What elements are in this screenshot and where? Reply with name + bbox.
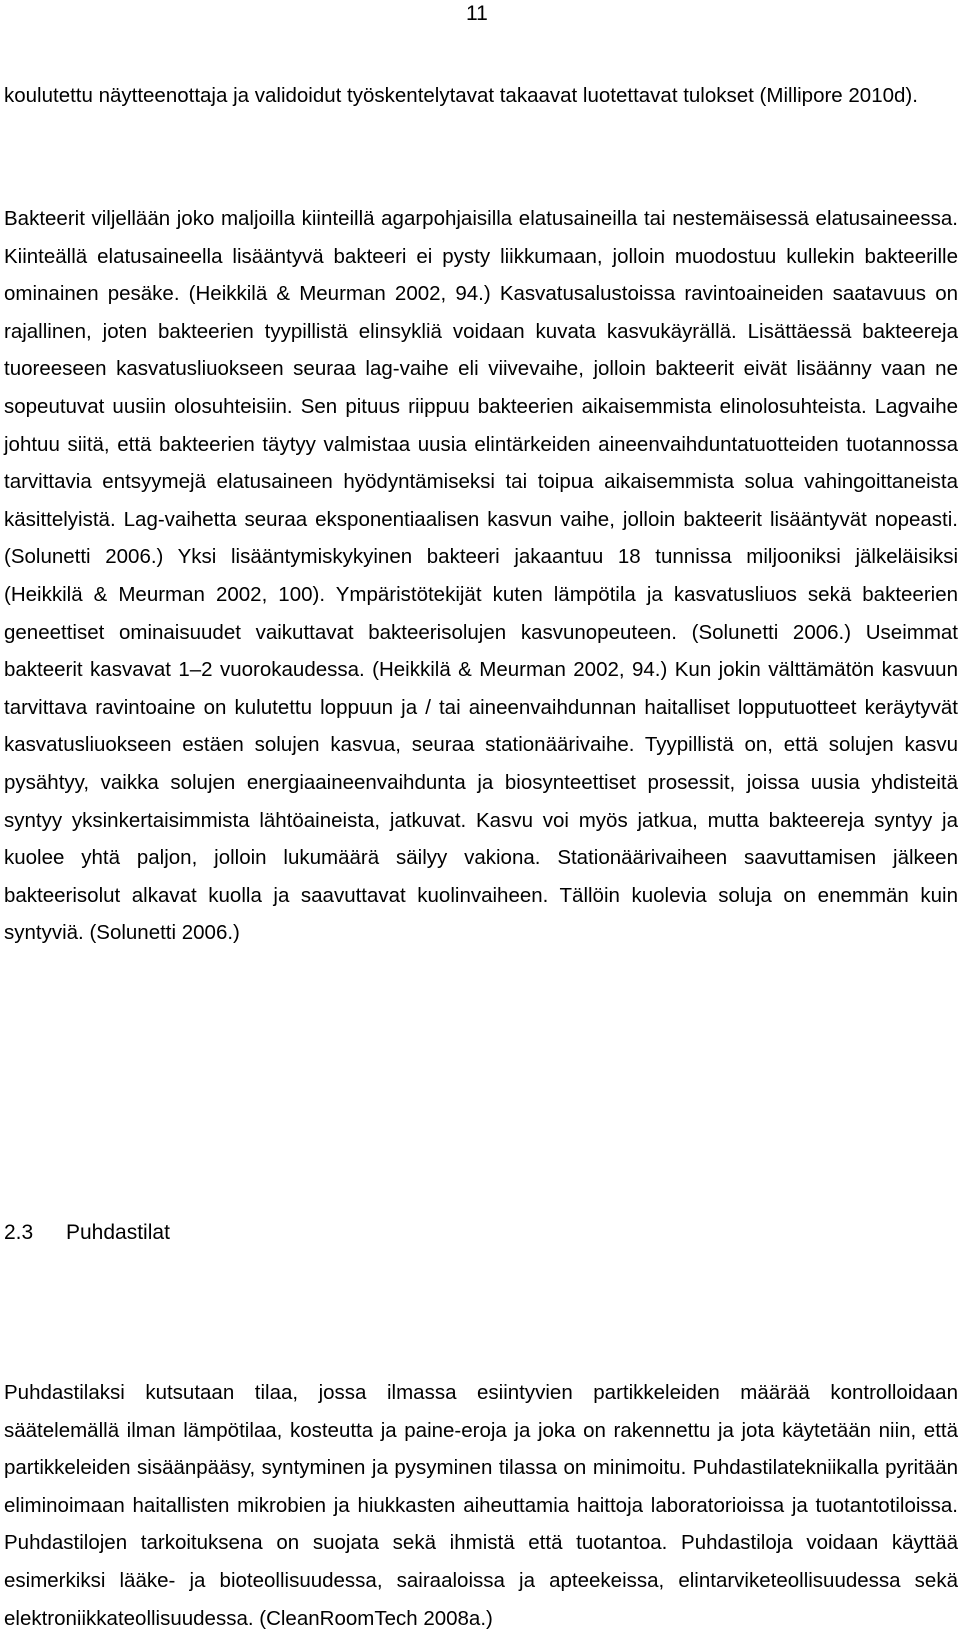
- section-heading: [4, 1218, 170, 1248]
- paragraph-cleanroom: Puhdastilaksi kutsutaan tilaa, jossa ilmassa esiintyvien partikkeleiden määrää kontrolloidaan säätelemällä ilman lämpötilaa, kosteutta ja paine-eroja ja joka on rakennettu ja jota käytetään niin, että partikkeleiden sisäänpääsy, syntyminen ja pysyminen tilassa on minimoitu. Puhdastilatekniikalla pyritään eliminoimaan haitallisten mikrobien ja hiukkasten aiheuttamia haittoja laboratorioissa ja tuotantotiloissa. Puhdastilojen tarkoituksena on suojata sekä ihmistä että tuotantoa. Puhdastiloja voidaan käyttää esimerkiksi lääke- ja bioteollisuudessa, sairaaloissa ja apteekeissa, elintarviketeollisuudessa sekä elektroniikkateollisuudessa. (CleanRoomTech 2008a.): [4, 1381, 958, 1630]
- paragraph-millipore: koulutettu näytteenottaja ja validoidut työskentelytavat takaavat luotettavat tulokset (Millipore 2010d).: [4, 84, 918, 107]
- section-title: Puhdastilat: [66, 1221, 170, 1244]
- page-number: 11: [466, 2, 488, 25]
- paragraph-bacterial-growth: Bakteerit viljellään joko maljoilla kiinteillä agarpohjaisilla elatusaineilla tai nestemäisessä elatusaineessa. Kiinteällä elatusaineella lisääntyvä bakteeri ei pysty liikkumaan, jolloin muodostuu kullekin bakteerille ominainen pesäke. (Heikkilä & Meurman 2002, 94.) Kasvatusalustoissa ravintoaineiden saatavuus on rajallinen, joten bakteerien tyypillistä elinsykliä voidaan kuvata kasvukäyrällä. Lisättäessä bakteereja tuoreeseen kasvatusliuokseen seuraa lag-vaihe eli viivevaihe, jolloin bakteerit eivät lisäänny vaan ne sopeutuvat uusiin olosuhteisiin. Sen pituus riippuu bakteerien aikaisemmista elinolosuhteista. Lagvaihe johtuu siitä, että bakteerien täytyy valmistaa uusia elintärkeiden aineenvaihduntatuotteiden tuotannossa tarvittavia entsyymejä elatusaineen hyödyntämiseksi tai toipua aikaisemmista solua vahingoittaneista käsittelyistä. Lag-vaihetta seuraa eksponentiaalisen kasvun vaihe, jolloin bakteerit lisääntyvät nopeasti. (Solunetti 2006.) Yksi lisääntymiskykyinen bakteeri jakaantuu 18 tunnissa miljooniksi jälkeläisiksi (Heikkilä & Meurman 2002, 100). Ympäristötekijät kuten lämpötila ja kasvatusliuos sekä bakteerien geneettiset ominaisuudet vaikuttavat bakteerisolujen kasvunopeuteen. (Solunetti 2006.) Useimmat bakteerit kasvavat 1–2 vuorokaudessa. (Heikkilä & Meurman 2002, 94.) Kun jokin välttämätön kasvuun tarvittava ravintoaine on kulutettu loppuun ja / tai aineenvaihdunnan haitalliset lopputuotteet keräytyvät kasvatusliuokseen estäen solujen kasvua, seuraa stationäärivaihe. Tyypillistä on, että solujen kasvu pysähtyy, vaikka solujen energiaaineenvaihdunta ja biosynteettiset prosessit, joissa uusia yhdisteitä syntyy yksinkertaisimmista lähtöaineista, jatkuvat. Kasvu voi myös jatkua, mutta bakteereja syntyy ja kuolee yhtä paljon, jolloin lukumäärä säilyy vakiona. Stationäärivaiheen saavuttamisen jälkeen bakteerisolut alkavat kuolla ja saavuttavat kuolinvaiheen. Tällöin kuolevia soluja on enemmän kuin syntyviä. (Solunetti 2006.): [4, 207, 958, 945]
- section-number: 2.3: [4, 1221, 34, 1244]
